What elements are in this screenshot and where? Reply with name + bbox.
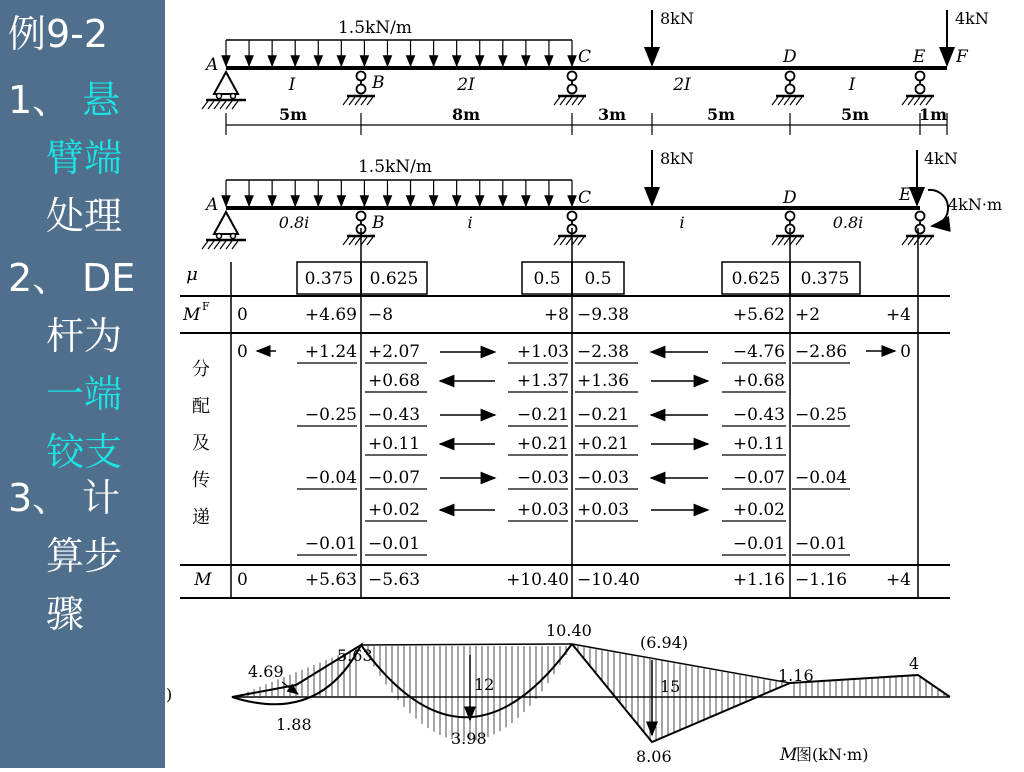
- distribution-value: −0.04: [795, 468, 848, 488]
- distribution-value: +1.03: [516, 342, 569, 362]
- distribution-value: +2.07: [368, 342, 421, 362]
- distribution-value: −0.01: [304, 534, 357, 554]
- pin-support-icon: [231, 94, 236, 99]
- ground-hatch: [367, 237, 373, 245]
- distribution-value: −0.21: [516, 405, 569, 425]
- final-moment-value: −10.40: [577, 570, 640, 590]
- final-moment-value: −1.16: [795, 570, 848, 590]
- mf-value: +8: [543, 305, 569, 325]
- slide-sidebar: [0, 0, 165, 768]
- ground-hatch: [796, 97, 802, 105]
- roller-support-icon: [357, 72, 366, 81]
- ground-hatch: [361, 237, 367, 245]
- mf-value: +4: [885, 305, 911, 325]
- node-label: B: [372, 213, 385, 233]
- distribution-value: +0.11: [732, 434, 785, 454]
- pin-support-icon: [214, 72, 238, 94]
- diagram-label: 12: [474, 675, 495, 694]
- node-label: C: [578, 188, 592, 208]
- span-label: 8m: [451, 105, 481, 124]
- ground-hatch: [202, 241, 208, 249]
- moment-arrow-icon: [928, 190, 948, 226]
- ground-hatch: [566, 237, 572, 245]
- ground-hatch: [214, 241, 220, 249]
- distribution-value: +0.21: [516, 434, 569, 454]
- mu-value: 0.625: [369, 269, 419, 289]
- step-text: 处理: [46, 194, 123, 238]
- distribution-value: −0.25: [795, 405, 848, 425]
- ground-hatch: [902, 97, 908, 105]
- diagram-label: 1.88: [276, 715, 312, 734]
- udl-label: 1.5kN/m: [357, 157, 433, 177]
- node-label: D: [783, 188, 797, 208]
- mu-value: 0.5: [533, 269, 561, 289]
- distribution-value: +0.68: [368, 371, 421, 391]
- final-moment-value: 0: [237, 570, 248, 590]
- mf-value: +2: [795, 305, 821, 325]
- step-text: 杆为: [46, 314, 123, 358]
- distribution-value: −2.86: [795, 342, 848, 362]
- ground-hatch: [572, 237, 578, 245]
- distribution-value: +0.03: [577, 500, 630, 520]
- ground-hatch: [343, 97, 349, 105]
- distribution-value: −0.43: [368, 405, 421, 425]
- moment-curve-cd: [572, 644, 790, 742]
- pin-support-icon: [217, 94, 222, 99]
- step-text: 悬: [82, 78, 121, 122]
- step-text: 铰支: [46, 430, 123, 474]
- node-label: A: [206, 55, 219, 75]
- node-label: F: [956, 47, 968, 67]
- diagram-label: 10.40: [546, 621, 592, 640]
- node-label: A: [206, 195, 219, 215]
- ground-hatch: [367, 97, 373, 105]
- distribution-value: 0: [900, 342, 911, 362]
- stiffness-label: i: [679, 213, 685, 232]
- distribution-value: +0.02: [368, 500, 421, 520]
- node-label: E: [913, 47, 926, 67]
- stiffness-label: i: [467, 213, 473, 232]
- final-moment-value: +4: [885, 570, 911, 590]
- distribution-value: −4.76: [732, 342, 785, 362]
- final-moment-value: +5.63: [304, 570, 357, 590]
- mf-value: +5.62: [732, 305, 785, 325]
- distribution-value: −0.07: [732, 468, 785, 488]
- slide-title: 例9-2: [8, 12, 109, 56]
- distribution-value: −0.03: [577, 468, 630, 488]
- ground-hatch: [902, 237, 908, 245]
- ground-hatch: [220, 101, 226, 109]
- diagram-label: 4: [909, 654, 920, 673]
- diagram-label: 3.98: [451, 729, 487, 748]
- ground-hatch: [343, 237, 349, 245]
- step-text: 计: [82, 476, 121, 520]
- distribution-value: −0.04: [304, 468, 357, 488]
- ground-hatch: [349, 97, 355, 105]
- stiffness-label: I: [288, 75, 296, 95]
- ground-hatch: [226, 241, 232, 249]
- ground-hatch: [208, 241, 214, 249]
- final-moment-value: −5.63: [368, 570, 421, 590]
- row-label-distribution: 及: [192, 433, 210, 454]
- ground-hatch: [349, 237, 355, 245]
- distribution-value: +1.24: [304, 342, 357, 362]
- ground-hatch: [908, 97, 914, 105]
- ground-hatch: [572, 97, 578, 105]
- row-label-mu: μ: [186, 264, 198, 285]
- point-load-label: 8kN: [660, 9, 694, 28]
- point-load-label: 4kN: [955, 9, 989, 28]
- step-text: DE: [82, 256, 136, 300]
- ground-hatch: [784, 237, 790, 245]
- distribution-value: −0.01: [795, 534, 848, 554]
- roller-support-icon: [357, 212, 366, 221]
- stiffness-label: I: [848, 75, 856, 95]
- span-label: 3m: [597, 105, 627, 124]
- final-moment-value: +1.16: [732, 570, 785, 590]
- ground-hatch: [578, 97, 584, 105]
- ground-hatch: [232, 241, 238, 249]
- ground-hatch: [361, 97, 367, 105]
- roller-support-icon: [916, 85, 925, 94]
- diagram-left-mark: ): [166, 685, 173, 704]
- ground-hatch: [772, 97, 778, 105]
- roller-support-icon: [916, 72, 925, 81]
- pin-support-icon: [231, 234, 236, 239]
- ground-hatch: [926, 237, 932, 245]
- ground-hatch: [790, 97, 796, 105]
- ground-hatch: [226, 101, 232, 109]
- ground-hatch: [784, 97, 790, 105]
- diagram-label: (6.94): [640, 633, 689, 652]
- step-text: 骤: [46, 592, 85, 636]
- ground-hatch: [566, 97, 572, 105]
- example-figure: [165, 0, 1024, 768]
- ground-hatch: [578, 237, 584, 245]
- roller-support-icon: [568, 72, 577, 81]
- ground-hatch: [220, 241, 226, 249]
- stiffness-label: 0.8i: [832, 213, 864, 232]
- distribution-value: 0: [237, 342, 248, 362]
- diagram-label: 15: [660, 677, 681, 696]
- ground-hatch: [778, 97, 784, 105]
- roller-support-icon: [916, 225, 925, 234]
- diagram-caption-m: M: [780, 745, 798, 765]
- stiffness-label: 0.8i: [278, 213, 310, 232]
- row-label-distribution: 递: [192, 507, 210, 528]
- final-moment-value: +10.40: [506, 570, 569, 590]
- distribution-value: +0.68: [732, 371, 785, 391]
- moment-curve-bc: [361, 644, 572, 717]
- step-number: 1、: [8, 78, 71, 122]
- distribution-value: −0.25: [304, 405, 357, 425]
- node-label: C: [578, 47, 592, 67]
- ground-hatch: [908, 237, 914, 245]
- row-label-distribution: 分: [192, 359, 210, 380]
- pin-support-icon: [214, 212, 238, 234]
- diagram-label: 5.63: [337, 646, 373, 665]
- structural-figure-svg: [165, 0, 1024, 768]
- span-label: 5m: [840, 105, 870, 124]
- step-text: 一端: [46, 372, 123, 416]
- mf-value: 0: [237, 305, 248, 325]
- diagram-caption: 图(kN·m): [796, 745, 869, 764]
- roller-support-icon: [786, 72, 795, 81]
- distribution-value: −0.03: [516, 468, 569, 488]
- ground-hatch: [232, 101, 238, 109]
- ground-hatch: [914, 97, 920, 105]
- distribution-value: −0.01: [368, 534, 421, 554]
- ground-hatch: [926, 97, 932, 105]
- ground-hatch: [778, 237, 784, 245]
- roller-support-icon: [786, 85, 795, 94]
- distribution-value: +0.03: [516, 500, 569, 520]
- roller-support-icon: [568, 212, 577, 221]
- distribution-value: +1.37: [516, 371, 569, 391]
- stiffness-label: 2I: [673, 75, 691, 95]
- row-label-mf: M: [183, 305, 201, 325]
- pin-support-icon: [217, 234, 222, 239]
- ground-hatch: [560, 237, 566, 245]
- point-load-label: 8kN: [660, 149, 694, 168]
- diagram-label: 4.69: [248, 662, 284, 681]
- node-label: D: [783, 47, 797, 67]
- distribution-value: −2.38: [577, 342, 630, 362]
- step-text: 臂端: [46, 136, 123, 180]
- roller-support-icon: [786, 212, 795, 221]
- mf-value: −9.38: [577, 305, 630, 325]
- distribution-value: +0.02: [732, 500, 785, 520]
- point-load-label: 4kN: [924, 149, 958, 168]
- node-label: E: [899, 185, 912, 205]
- mu-value: 0.625: [731, 269, 781, 289]
- ground-hatch: [355, 237, 361, 245]
- row-label-mf-sup: F: [202, 300, 210, 313]
- mu-value: 0.375: [304, 269, 354, 289]
- mf-value: +4.69: [304, 305, 357, 325]
- ground-hatch: [202, 101, 208, 109]
- mu-value: 0.375: [800, 269, 850, 289]
- distribution-value: −0.43: [732, 405, 785, 425]
- ground-hatch: [772, 237, 778, 245]
- moment-label: 4kN·m: [948, 195, 1003, 214]
- span-label: 5m: [278, 105, 308, 124]
- moment-closing-line: [361, 644, 572, 645]
- roller-support-icon: [568, 85, 577, 94]
- step-text: 算步: [46, 534, 123, 578]
- distribution-value: +0.21: [577, 434, 630, 454]
- stiffness-label: 2I: [457, 75, 475, 95]
- ground-hatch: [560, 97, 566, 105]
- mf-value: −8: [368, 305, 394, 325]
- distribution-value: −0.21: [577, 405, 630, 425]
- diagram-label: 1.16: [778, 666, 814, 685]
- step-number: 3、: [8, 476, 71, 520]
- diagram-label: 8.06: [636, 747, 672, 766]
- ground-hatch: [554, 237, 560, 245]
- ground-hatch: [554, 97, 560, 105]
- distribution-value: −0.01: [732, 534, 785, 554]
- row-label-distribution: 传: [192, 470, 210, 491]
- ground-hatch: [920, 97, 926, 105]
- ground-hatch: [214, 101, 220, 109]
- ground-hatch: [796, 237, 802, 245]
- row-label-m: M: [194, 570, 212, 590]
- udl-label: 1.5kN/m: [337, 18, 413, 38]
- distribution-value: +1.36: [577, 371, 630, 391]
- roller-support-icon: [916, 212, 925, 221]
- step-number: 2、: [8, 256, 71, 300]
- distribution-value: +0.11: [368, 434, 421, 454]
- span-label: 1m: [918, 105, 948, 124]
- row-label-distribution: 配: [192, 396, 210, 417]
- ground-hatch: [790, 237, 796, 245]
- ground-hatch: [914, 237, 920, 245]
- distribution-value: −0.07: [368, 468, 421, 488]
- span-label: 5m: [706, 105, 736, 124]
- roller-support-icon: [357, 85, 366, 94]
- node-label: B: [372, 73, 385, 93]
- ground-hatch: [208, 101, 214, 109]
- ground-hatch: [355, 97, 361, 105]
- ground-hatch: [920, 237, 926, 245]
- mu-value: 0.5: [584, 269, 612, 289]
